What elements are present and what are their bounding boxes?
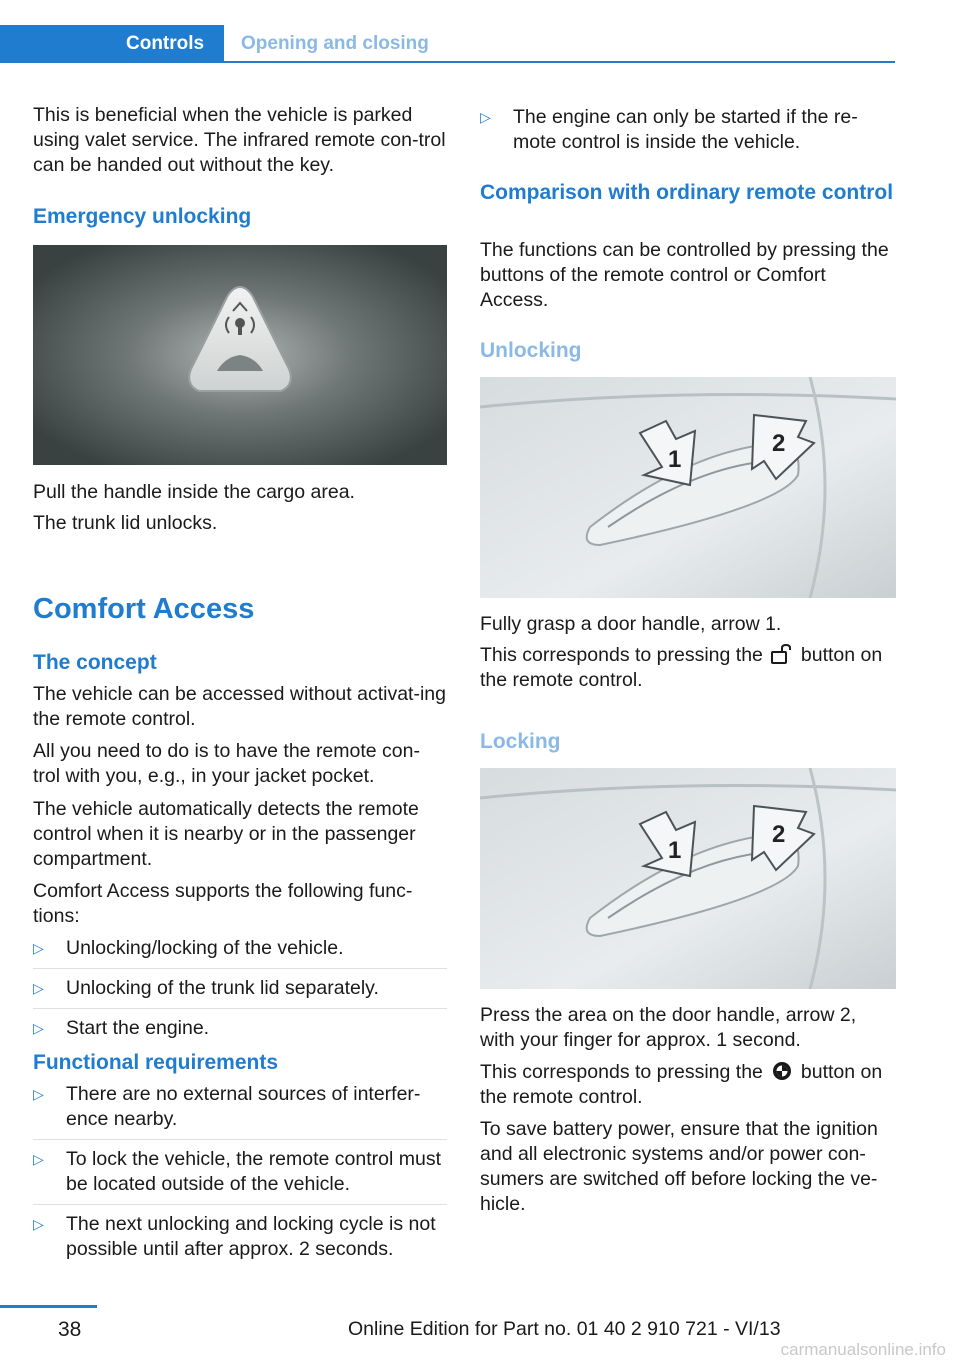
lock-paragraph-3: To save battery power, ensure that the ignition and all electronic systems and/or power con-sumers are switched off before locking the ve-hicle.: [480, 1118, 878, 1215]
comparison-paragraph: The functions can be controlled by pressing the buttons of the remote control or Comfort Access.: [480, 239, 889, 311]
unlocking-door-handle-figure: [480, 377, 896, 598]
concept-paragraph-3: The vehicle automatically detects the remote control when it is nearby or in the passenger compartment.: [33, 798, 419, 870]
unlocking-heading: Unlocking: [480, 339, 582, 362]
list-item: ▷ There are no external sources of interfer-ence nearby.: [33, 1082, 447, 1140]
comparison-heading: Comparison with ordinary remote control: [480, 181, 894, 204]
bmw-logo-icon: [769, 1061, 795, 1081]
watermark: carmanualsonline.info: [780, 1340, 946, 1359]
lock-paragraph-1: Press the area on the door handle, arrow 2, with your finger for approx. 1 second.: [480, 1004, 857, 1051]
triangle-right-icon: ▷: [33, 980, 44, 996]
door-handle-image: [480, 377, 896, 598]
page-header: [0, 25, 895, 63]
emergency-unlocking-heading: Emergency unlocking: [33, 205, 252, 228]
footer-accent-line: [0, 1305, 97, 1308]
arrow-label-2: 2: [772, 430, 786, 457]
unlock-paragraph-2: This corresponds to pressing the button on the remote control.: [480, 644, 883, 691]
emergency-handle-figure: [33, 245, 447, 465]
list-item: ▷ Unlocking of the trunk lid separately.: [33, 976, 447, 1009]
list-item: ▷ Start the engine.: [33, 1017, 210, 1039]
concept-paragraph-2: All you need to do is to have the remote con-trol with you, e.g., in your jacket pocket.: [33, 740, 420, 787]
arrow-label-1: 1: [668, 446, 682, 473]
lock-paragraph-2: This corresponds to pressing the button on the remote control.: [480, 1061, 883, 1108]
pull-handle-text: Pull the handle inside the cargo area.: [33, 481, 355, 503]
triangle-right-icon: ▷: [33, 1020, 44, 1036]
engine-bullet-list: [480, 105, 896, 169]
unlock-padlock-icon: [769, 644, 795, 664]
functions-list: [33, 936, 447, 1055]
triangle-right-icon: ▷: [33, 1216, 44, 1232]
door-handle-image: [480, 768, 896, 989]
locking-heading: Locking: [480, 730, 561, 753]
page-number: 38: [58, 1318, 82, 1341]
list-item: ▷ Unlocking/locking of the vehicle.: [33, 936, 447, 969]
concept-heading: The concept: [33, 651, 157, 674]
concept-paragraph-1: The vehicle can be accessed without activat-ing the remote control.: [33, 683, 446, 730]
arrow-label-1: 1: [668, 837, 682, 864]
list-item: ▷ To lock the vehicle, the remote control must be located outside of the vehicle.: [33, 1147, 447, 1205]
list-item: ▷ The next unlocking and locking cycle is not possible until after approx. 2 seconds.: [33, 1213, 436, 1260]
functional-requirements-heading: Functional requirements: [33, 1051, 279, 1074]
tab-opening-and-closing[interactable]: Opening and closing: [241, 33, 429, 54]
comfort-access-heading: Comfort Access: [33, 593, 255, 625]
requirements-list: [33, 1082, 447, 1276]
triangle-right-icon: ▷: [33, 1086, 44, 1102]
tab-controls[interactable]: Controls: [0, 25, 224, 62]
locking-door-handle-figure: [480, 768, 896, 989]
triangle-right-icon: ▷: [33, 1151, 44, 1167]
trunk-unlocks-text: The trunk lid unlocks.: [33, 512, 218, 534]
unlock-paragraph-1: Fully grasp a door handle, arrow 1.: [480, 613, 782, 635]
emergency-handle-image: [33, 245, 447, 465]
list-item: ▷ The engine can only be started if the re-mote control is inside the vehicle.: [480, 106, 858, 153]
triangle-right-icon: ▷: [33, 940, 44, 956]
concept-paragraph-4: Comfort Access supports the following func-tions:: [33, 880, 413, 927]
edition-text: Online Edition for Part no. 01 40 2 910 721 - VI/13: [348, 1318, 781, 1340]
intro-paragraph: This is beneficial when the vehicle is parked using valet service. The infrared remote con-trol can be handed out without the key.: [33, 104, 446, 176]
triangle-right-icon: ▷: [480, 109, 491, 125]
arrow-label-2: 2: [772, 821, 786, 848]
